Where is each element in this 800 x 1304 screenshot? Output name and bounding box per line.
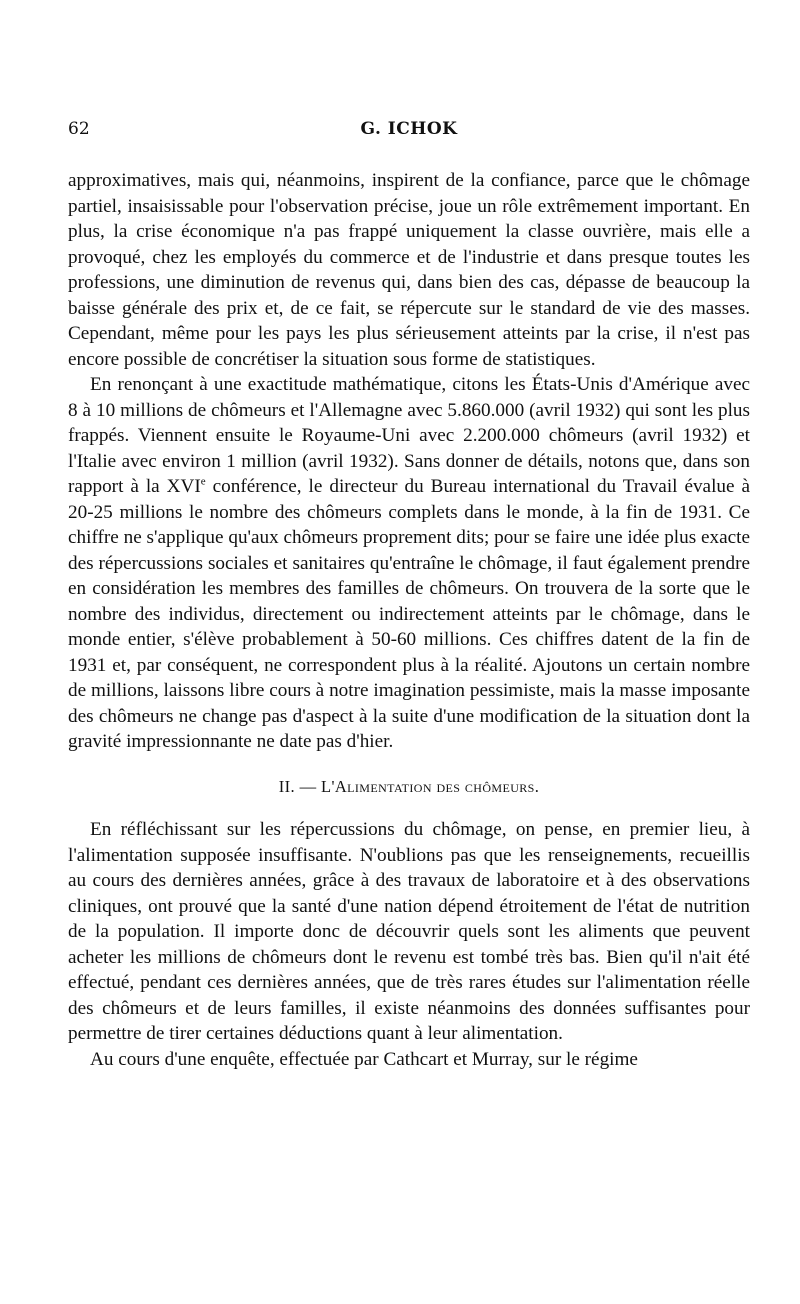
paragraph-2-part-1: En renonçant à une exactitude mathématique, citons les États-Unis d'Amérique avec 8 à 10 millions de chômeurs et l'Allemagne avec 5.860.000 (avril 1932) qui sont les plus frappés. Viennent ensuite le Royaume-Uni avec 2.200.000 chômeurs (avril 1932) et l'Italie avec environ 1 million (avril 1932). Sans donner de détails, notons que, dans son rapport à la XVI xyxy=(68,374,750,497)
ordinal-superscript: e xyxy=(200,475,206,488)
paragraph-2-part-2: conférence, le directeur du Bureau international du Travail évalue à 20-25 millions le nombre des chômeurs complets dans le monde, à la fin de 1931. Ce chiffre ne s'applique qu'aux chômeurs proprement dits; pour se faire une idée plus exacte des répercussions sociales et sanitaires qu'entraîne le chômage, il faut également prendre en considération les membres des familles de chômeurs. On trouvera de la sorte que le nombre des individus, directement ou indirectement atteints par le chômage, dans le monde entier, s'élève probablement à 50-60 millions. Ces chiffres datent de la fin de 1931 et, par conséquent, ne correspondent plus à la réalité. Ajoutons un certain nombre de millions, laissons libre cours à notre imagination pessimiste, mais la masse imposante des chômeurs ne change pas d'aspect à la suite d'une modification de la situation dont la gravité impressionnante ne date pas d'hier. xyxy=(68,476,750,752)
page-number: 62 xyxy=(68,119,90,139)
paragraph-4: Au cours d'une enquête, effectuée par Cathcart et Murray, sur le régime xyxy=(90,1048,638,1070)
paragraph-3: En réfléchissant sur les répercussions du chômage, on pense, en premier lieu, à l'alimentation supposée insuffisante. N'oublions pas que les renseignements, recueillis au cours des dernières années, grâce à des travaux de laboratoire et à des observations cliniques, ont prouvé que la santé d'une nation dépend étroitement de l'état de nutrition de la population. Il importe donc de découvrir quels sont les aliments que peuvent acheter les millions de chômeurs dont le revenu est tombé très bas. Bien qu'il n'ait été effectué, pendant ces dernières années, que de très rares études sur l'alimentation réelle des chômeurs et de leurs familles, il existe néanmoins des données suffisantes pour permettre de tirer certaines déductions quant à leur alimentation. xyxy=(68,819,750,1044)
section-number: II. — xyxy=(278,776,317,796)
paragraph-1: approximatives, mais qui, néanmoins, inspirent de la confiance, parce que le chômage partiel, insaisissable pour l'observation précise, joue un rôle extrêmement important. En plus, la crise économique n'a pas frappé uniquement la classe ouvrière, mais elle a provoqué, chez les employés du commerce et de l'industrie et dans presque toutes les professions, une diminution de revenus qui, dans bien des cas, dépasse de beaucoup la baisse générale des prix et, de ce fait, se répercute sur le standard de vie des masses. Cependant, même pour les pays les plus sérieusement atteints par la crise, il n'est pas encore possible de concrétiser la situation sous forme de statistiques. xyxy=(68,170,750,370)
section-heading xyxy=(68,774,750,800)
section-title: L'Alimentation des chômeurs. xyxy=(321,776,540,796)
body-text xyxy=(68,168,750,1072)
page-header xyxy=(68,119,750,143)
running-head-author: G. ICHOK xyxy=(360,119,458,139)
paragraph-2 xyxy=(68,372,750,755)
